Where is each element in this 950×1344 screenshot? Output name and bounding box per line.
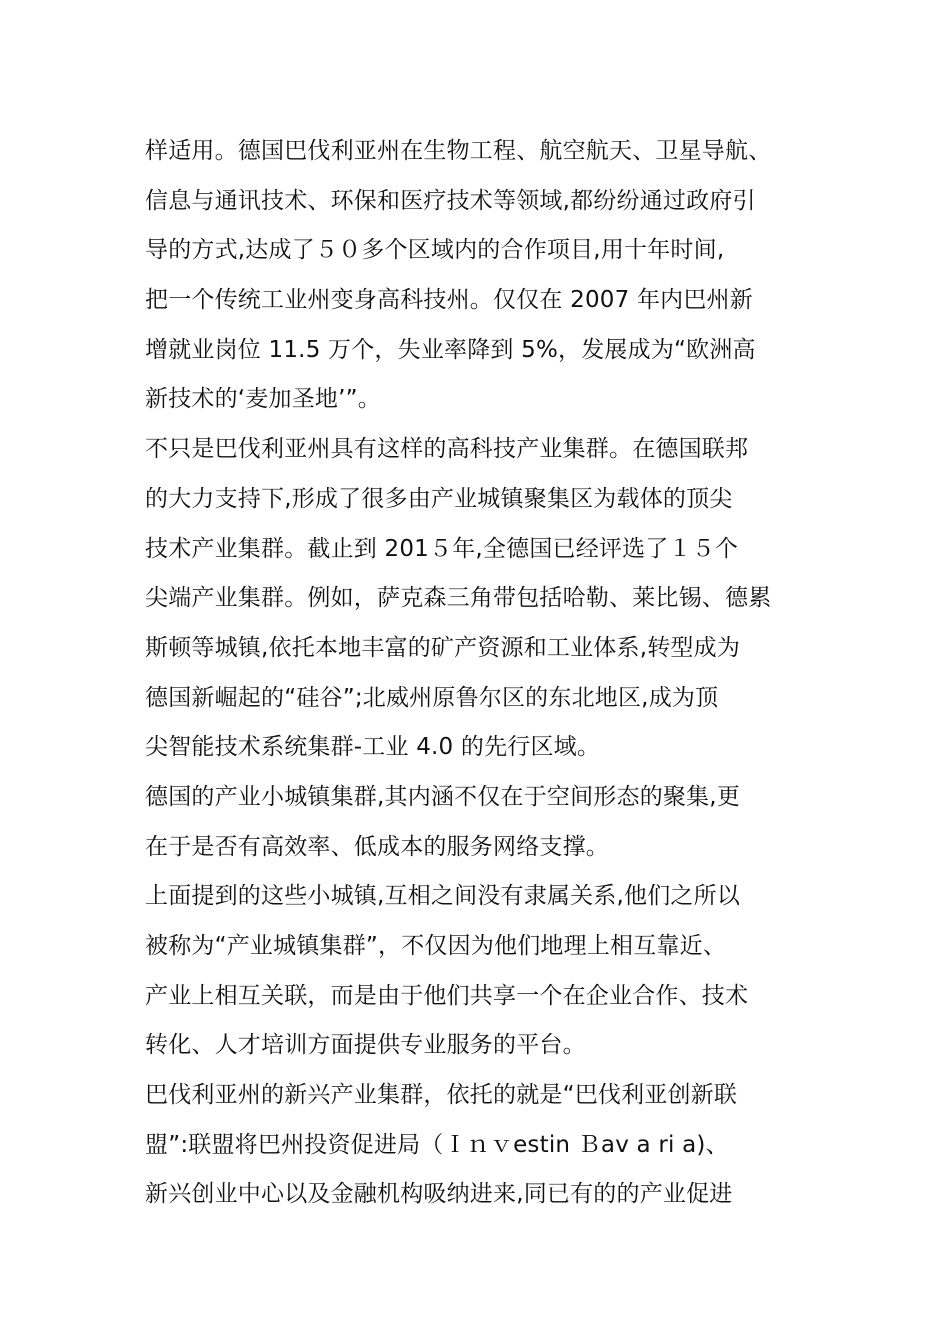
text-line: 尖端产业集群。例如，萨克森三角带包括哈勒、莱比锡、德累 (145, 585, 772, 612)
text-line: 的大力支持下,形成了很多由产业城镇聚集区为载体的顶尖 (145, 485, 733, 512)
text-line: 技术产业集群。截止到 201５年,全德国已经评选了１５个 (145, 535, 739, 562)
text-line: 斯顿等城镇,依托本地丰富的矿产资源和工业体系,转型成为 (145, 634, 741, 661)
text-line: 德国的产业小城镇集群,其内涵不仅在于空间形态的聚集,更 (145, 783, 741, 810)
text-line: 不只是巴伐利亚州具有这样的高科技产业集群。在德国联邦 (145, 436, 749, 463)
text-line: 尖智能技术系统集群-工业 4.0 的先行区域。 (145, 734, 601, 761)
text-line: 盟”:联盟将巴州投资促进局（Ｉｎｖestin Ｂav a ri a)、 (145, 1131, 729, 1158)
text-line: 在于是否有高效率、低成本的服务网络支撑。 (145, 833, 609, 860)
text-line: 信息与通讯技术、环保和医疗技术等领域,都纷纷通过政府引 (145, 187, 756, 214)
document-body (145, 127, 825, 1220)
text-line: 新技术的‘麦加圣地’”。 (145, 386, 381, 413)
text-line: 增就业岗位 11.5 万个，失业率降到 5%，发展成为“欧洲高 (145, 336, 756, 363)
text-line: 巴伐利亚州的新兴产业集群，依托的就是“巴伐利亚创新联 (145, 1082, 738, 1109)
text-line: 转化、人才培训方面提供专业服务的平台。 (145, 1032, 586, 1059)
text-line: 导的方式,达成了５０多个区域内的合作项目,用十年时间, (145, 237, 725, 264)
text-line: 样适用。德国巴伐利亚州在生物工程、航空航天、卫星导航、 (145, 138, 772, 164)
text-line: 被称为“产业城镇集群”，不仅因为他们地理上相互靠近、 (145, 933, 727, 959)
text-line: 新兴创业中心以及金融机构吸纳进来,同已有的的产业促进 (145, 1181, 733, 1208)
text-line: 把一个传统工业州变身高科技州。仅仅在 2007 年内巴州新 (145, 287, 753, 314)
text-line: 德国新崛起的“硅谷”;北威州原鲁尔区的东北地区,成为顶 (145, 684, 719, 711)
text-line: 产业上相互关联，而是由于他们共享一个在企业合作、技术 (145, 982, 749, 1009)
text-line: 上面提到的这些小城镇,互相之间没有隶属关系,他们之所以 (145, 883, 741, 910)
